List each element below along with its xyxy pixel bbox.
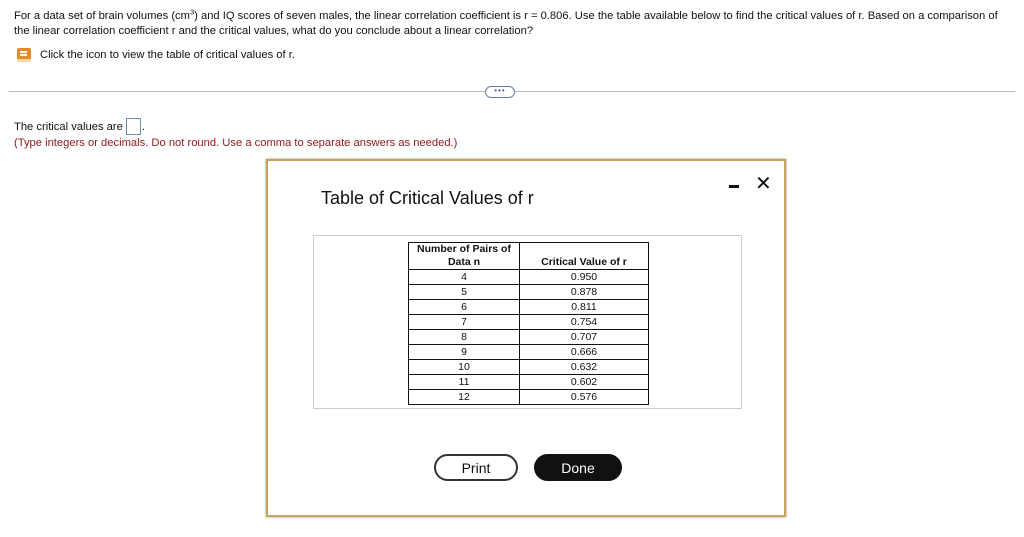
table-row: 11 0.602 (409, 375, 649, 390)
table-row: 6 0.811 (409, 300, 649, 315)
close-icon[interactable]: ✕ (755, 173, 772, 195)
critical-values-dialog (266, 159, 786, 517)
done-button[interactable]: Done (534, 454, 622, 481)
book-icon[interactable] (16, 47, 32, 63)
table-row: 5 0.878 (409, 285, 649, 300)
dialog-title: Table of Critical Values of r (321, 188, 534, 208)
table-row: 10 0.632 (409, 360, 649, 375)
table-frame (313, 235, 742, 409)
minimize-icon[interactable] (729, 185, 739, 188)
answer-hint: (Type integers or decimals. Do not round. Use a comma to separate answers as needed.) (14, 137, 458, 149)
question-text: For a data set of brain volumes $(cm^3)$ and IQ scores of seven males, the linear correlation coefficient is r = 0.806. Use the table available below to find the critical values of r. Based on a comparison of the linear correlation coefficient r and the critical values, what do you conclude about a linear correlation? (14, 7, 998, 37)
table-row: 4 0.950 (409, 270, 649, 285)
table-row: 8 0.707 (409, 330, 649, 345)
print-button[interactable]: Print (434, 454, 518, 481)
answer-line (14, 118, 145, 135)
icon-instruction: Click the icon to view the table of critical values of r. (40, 49, 295, 61)
critical-values-link[interactable] (16, 47, 295, 63)
table-row: 12 0.576 (409, 390, 649, 405)
table-header-r: Critical Value of r (520, 243, 649, 270)
answer-suffix: . (141, 120, 145, 133)
critical-values-table (408, 242, 649, 405)
critical-values-input[interactable] (126, 118, 141, 135)
table-row: 9 0.666 (409, 345, 649, 360)
table-header-n: Number of Pairs of Data n (409, 243, 520, 270)
answer-prompt: The critical values are (14, 120, 123, 133)
expand-toggle-button[interactable]: ••• (485, 86, 515, 98)
table-row: 7 0.754 (409, 315, 649, 330)
